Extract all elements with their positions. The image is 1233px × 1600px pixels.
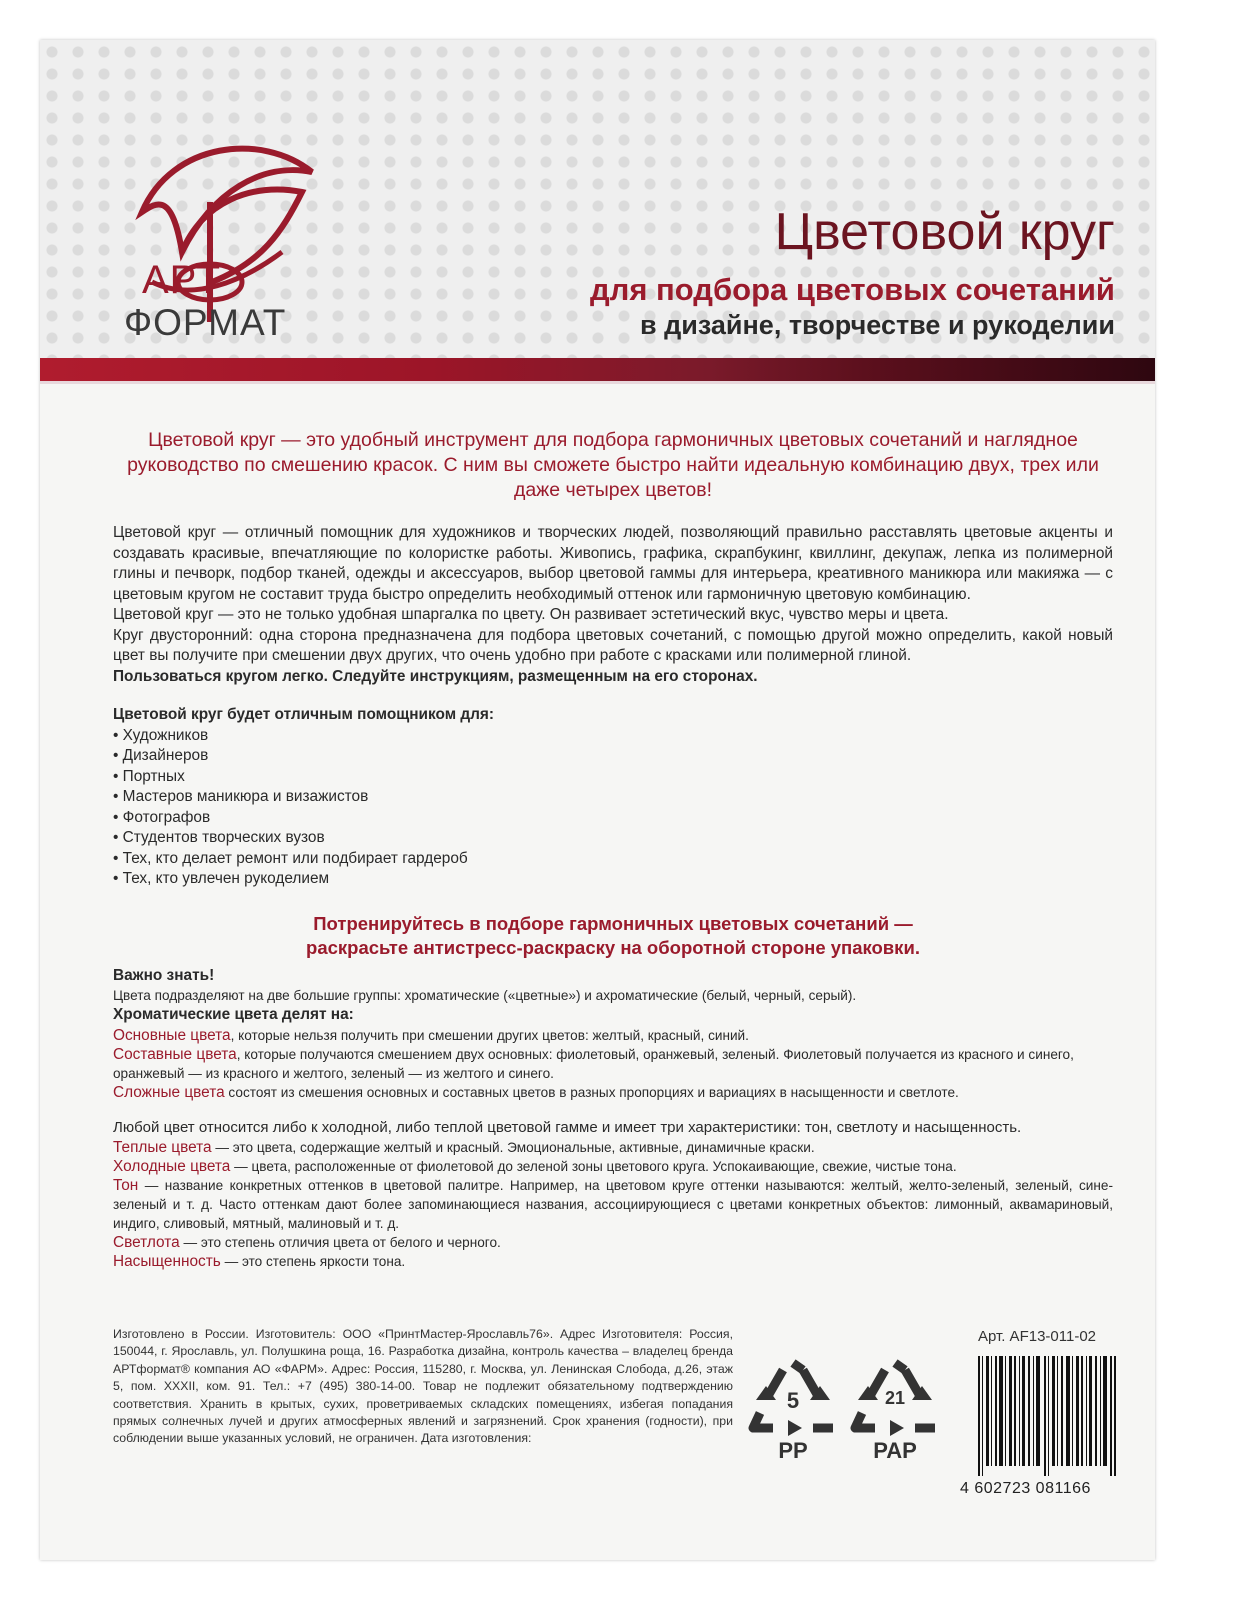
recycle-pap-label: PAP (873, 1438, 917, 1463)
subtitle-primary: для подбора цветовых сочетаний (589, 272, 1115, 307)
basic-desc: , которые нельзя получить при смешении других цветов: желтый, красный, синий. (230, 1027, 749, 1043)
barcode-number: 4 602723 081166 (960, 1480, 1091, 1497)
term-saturation: Насыщенность (113, 1253, 221, 1270)
complex-colors (113, 1083, 1113, 1102)
manufacturer-info: Изготовлено в России. Изготовитель: ООО «ПринтМастер-Ярославль76». Адрес Изготовителя: Россия, 150044, г. Ярославль, ул. Полушкина роща, 16. Разработка дизайна, контроль качества – владелец бренда АРТформат® компания АО «ФАРМ». Адрес: Россия, 115280, г. Москва, ул. Ленинская Слобода, д.26, этаж 5, пом. XXXII, ком. 91. Тел.: +7 (495) 380-14-00. Товар не подлежит обязательному подтверждению соответствия. Хранить в крытых, сухих, проветриваемых складских помещениях, избегая попадания прямых солнечных лучей и других атмосферных явлений и загрязнений. Срок хранения (годности), при соблюдении выше указанных условий, не ограничен. Дата изготовления: (113, 1327, 733, 1446)
paragraph-1: Цветовой круг — отличный помощник для художников и творческих людей, позволяющий правильно расставлять цветовые акценты и создавать красивые, впечатляющие по колористке работы. Живопись, графика, скрапбукинг, квиллинг, декупаж, лепка из полимерной глины и печворк, подбор тканей, одежды и аксессуаров, выбор цветовой гаммы для интерьера, креативного маникюра или макияжа — с цветовым кругом не составит труда быстро определить необходимый оттенок или гармоничную цветовую комбинацию. (113, 524, 1113, 603)
composite-colors (113, 1045, 1113, 1083)
helpers-list (113, 726, 1113, 890)
cold-desc: — цвета, расположенные от фиолетовой до зеленой зоны цветового круга. Успокаивающие, свежие, чистые тона. (230, 1159, 957, 1174)
brand-name-line2: ФОРМАТ (124, 302, 287, 343)
list-item: • Фотографов (113, 808, 211, 826)
description-body (113, 410, 1113, 1271)
saturation (113, 1252, 1113, 1271)
term-composite: Составные цвета (113, 1045, 237, 1063)
lightness-desc: — это степень отличия цвета от белого и черного. (179, 1235, 501, 1250)
term-lightness: Светлота (113, 1234, 180, 1251)
important-heading: Важно знать! (113, 966, 215, 984)
list-item: • Художников (113, 726, 209, 744)
recycle-pap-number: 21 (884, 1388, 906, 1408)
subtitle-secondary: в дизайне, творчестве и рукоделии (639, 310, 1115, 340)
training-line1: Потренируйтесь в подборе гармоничных цветовых сочетаний — (313, 912, 913, 934)
term-warm: Теплые цвета (113, 1139, 212, 1156)
list-item: • Портных (113, 767, 185, 785)
tone-desc: — название конкретных оттенков в цветовой палитре. Например, на цветовом круге оттенки называются: желтый, желто-зеленый, зеленый, сине-зеленый и т. д. Часто оттенкам дают более запоминающиеся названия, ассоциирующиеся с цветами конкретных объектов: лимонный, аквамариновый, индиго, сливовый, мятный, малиновый и т. д. (113, 1178, 1113, 1231)
complex-desc: состоят из смешения основных и составных цветов в разных пропорциях и вариациях в насыщенности и светлоте. (224, 1084, 959, 1100)
recycle-pp-label: PP (778, 1438, 808, 1463)
brand-name-line1: АРТ (142, 258, 221, 302)
paragraph-3: Круг двусторонний: одна сторона предназначена для подбора цветовых сочетаний, с помощью другой можно определить, какой новый цвет вы получите при смешении двух других, что очень удобно при работе с красками или полимерной глиной. (113, 626, 1113, 664)
tone (113, 1176, 1113, 1233)
recycle-pp-number: 5 (786, 1388, 800, 1413)
term-tone: Тон (113, 1177, 139, 1194)
list-item: • Тех, кто делает ремонт или подбирает гардероб (113, 849, 468, 867)
article-number: Арт. AF13-011-02 (978, 1328, 1097, 1345)
term-cold: Холодные цвета (113, 1158, 231, 1175)
intro-text: Цветовой круг — это удобный инструмент для подбора гармоничных цветовых сочетаний и наглядное руководство по смешению красок. С ним вы сможете быстро найти идеальную комбинацию двух, трех или даже четырех цветов! (127, 429, 1099, 501)
composite-desc: , которые получаются смешением двух основных: фиолетовый, оранжевый, зеленый. Фиолетовый получается из красного и синего, оранжевый — из красного и желтого, зеленый — из желтого и синего. (113, 1046, 1074, 1081)
list-item: • Дизайнеров (113, 747, 209, 764)
page-title: Цветовой круг (774, 203, 1115, 261)
warm-desc: — это цвета, содержащие желтый и красный. Эмоциональные, активные, динамичные краски. (211, 1140, 815, 1155)
chromatic-heading: Хроматические цвета делят на: (113, 1006, 354, 1023)
barcode-icon (978, 1356, 1118, 1476)
packaging-sheet (40, 40, 1155, 1560)
spacer (113, 1102, 1113, 1118)
paragraph-4: Пользоваться кругом легко. Следуйте инструкциям, размещенным на его сторонах. (113, 667, 758, 685)
header-band-underline (40, 381, 1155, 384)
term-complex: Сложные цвета (113, 1083, 225, 1101)
training-callout (113, 912, 1113, 960)
warm-colors (113, 1138, 1113, 1157)
basic-colors (113, 1026, 1113, 1045)
characteristics-heading: Любой цвет относится либо к холодной, либо теплой цветовой гамме и имеет три характеристики: тон, светлоту и насыщенность. (113, 1118, 1022, 1136)
list-item: • Студентов творческих вузов (113, 829, 325, 846)
term-basic: Основные цвета (113, 1026, 231, 1044)
color-groups-text: Цвета подразделяют на две большие группы: хроматические («цветные») и ахроматические (белый, черный, серый). (113, 988, 857, 1003)
paragraph-2: Цветовой круг — это не только удобная шпаргалка по цвету. Он развивает эстетический вкус, чувство меры и цвета. (113, 606, 949, 623)
cold-colors (113, 1157, 1113, 1176)
header-color-band (40, 358, 1155, 381)
list-item: • Мастеров маникюра и визажистов (113, 788, 369, 805)
list-item: • Тех, кто увлечен рукоделием (113, 870, 330, 887)
helpers-heading: Цветовой круг будет отличным помощником для: (113, 706, 495, 723)
lightness (113, 1233, 1113, 1252)
training-line2: раскрасьте антистресс-раскраску на оборотной стороне упаковки. (306, 936, 920, 958)
saturation-desc: — это степень яркости тона. (220, 1254, 406, 1269)
